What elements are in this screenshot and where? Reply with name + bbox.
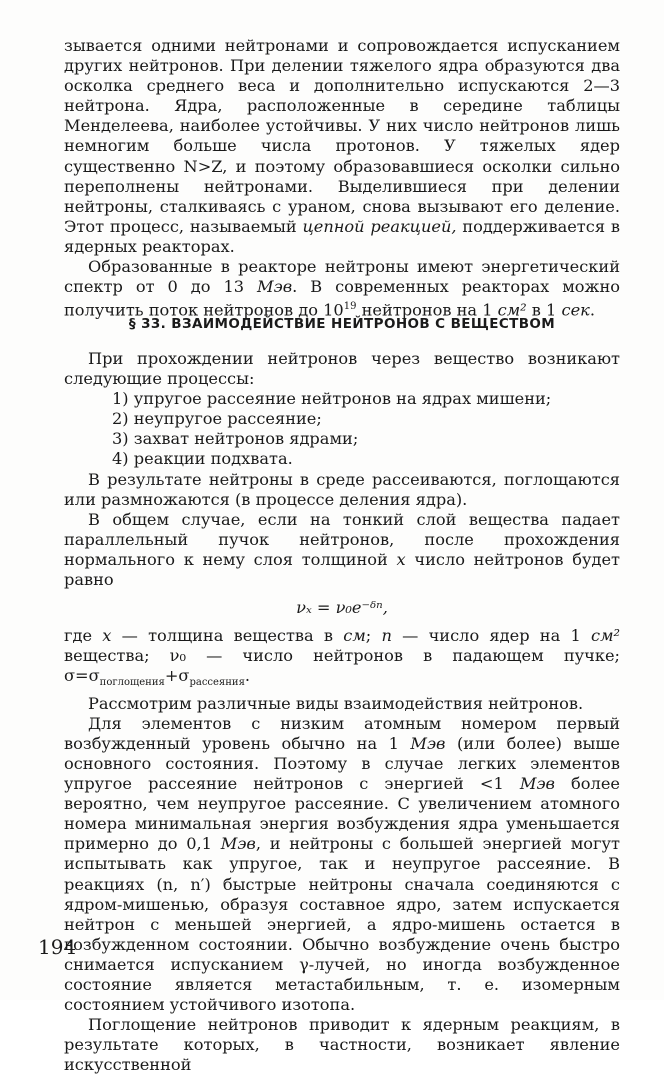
- paragraph-consider: Рассмотрим различные виды взаимодействия нейтронов.: [88, 693, 584, 713]
- list-item: 2) неупругое рассеяние;: [112, 409, 322, 429]
- attenuation-formula: νₓ = ν₀e⁻ᵟⁿ,: [296, 598, 388, 618]
- paragraph-result: В результате нейтроны в среде рассеиваются, поглощаются или размножаются (в процессе деления ядра).: [64, 469, 620, 509]
- paragraph-definitions: где x — толщина вещества в см; n — число ядер на 1 см² вещества; ν₀ — число нейтронов в падающем пучке; $\sigma=\sigma_{поглощения}+\sigma_{рассеяния}$.: [64, 626, 620, 689]
- page-number: 194: [38, 935, 77, 959]
- list-item: 1) упругое рассеяние нейтронов на ядрах мишени;: [112, 389, 552, 409]
- list-item: 4) реакции подхвата.: [112, 449, 293, 469]
- paragraph-general-case: В общем случае, если на тонкий слой вещества падает параллельный пучок нейтронов, после прохождения нормального к нему слоя толщиной x число нейтронов будет равно: [64, 509, 621, 590]
- term-chain-reaction: цепной реакцией,: [302, 216, 457, 236]
- section-body: [64, 349, 620, 1076]
- section-heading: § 33. ВЗАИМОДЕЙСТВИЕ НЕЙТРОНОВ С ВЕЩЕСТВОМ: [128, 316, 556, 332]
- paragraph-light-elements: Для элементов с низким атомным номером первый возбужденный уровень обычно на 1 Мэв (или более) выше основного состояния. Поэтому в случае легких элементов упругое рассеяние нейтронов с энергией <1 Мэв более вероятно, чем неупругое рассеяние. С увеличением атомного номера минимальная энергия возбуждения ядра уменьшается примерно до 0,1 Мэв, и нейтроны с большей энергией могут испытывать как упругое, так и неупругое рассеяние. В реакциях (n, n′) быстрые нейтроны сначала соединяются с ядром-мишенью, образуя составное ядро, затем испускается нейтрон с меньшей энергией, а ядро-мишень остается в возбужденном состоянии. Обычно возбуждение очень быстро снимается испусканием γ-лучей, но иногда возбужденное состояние является метастабильным, т. е. изомерным состоянием устойчивого изотопа.: [64, 713, 621, 1015]
- list-item: 3) захват нейтронов ядрами;: [112, 429, 359, 449]
- continuation-text: [64, 36, 620, 321]
- paragraph-fission: зывается одними нейтронами и сопровождается испусканием других нейтронов. При делении тяжелого ядра образуются два осколка среднего веса и дополнительно испускаются 2—3 нейтрона. Ядра, расположенные в середине таблицы Менделеева, наиболее устойчивы. У них число нейтронов лишь немногим больше числа протонов. У тяжелых ядер существенно N>Z, и поэтому образовавшиеся осколки сильно переполнены нейтронами. Выделившиеся при делении нейтроны, сталкиваясь с ураном, снова вызывают его деление. Этот процесс, называемый цепной реакцией, поддерживается в ядерных реакторах.: [64, 36, 620, 256]
- process-list: [64, 389, 620, 469]
- paragraph-absorption: Поглощение нейтронов приводит к ядерным реакциям, в результате которых, в частности, возникает явление искусственной: [64, 1015, 620, 1075]
- paragraph-reactor-spectrum: Образованные в реакторе нейтроны имеют энергетический спектр от 0 до 13 Мэв. В современных реакторах можно получить поток нейтронов до $10^{19}$ нейтронов на 1 см² в 1 сек.: [64, 257, 620, 320]
- paragraph-intro: При прохождении нейтронов через вещество возникают следующие процессы:: [64, 349, 620, 389]
